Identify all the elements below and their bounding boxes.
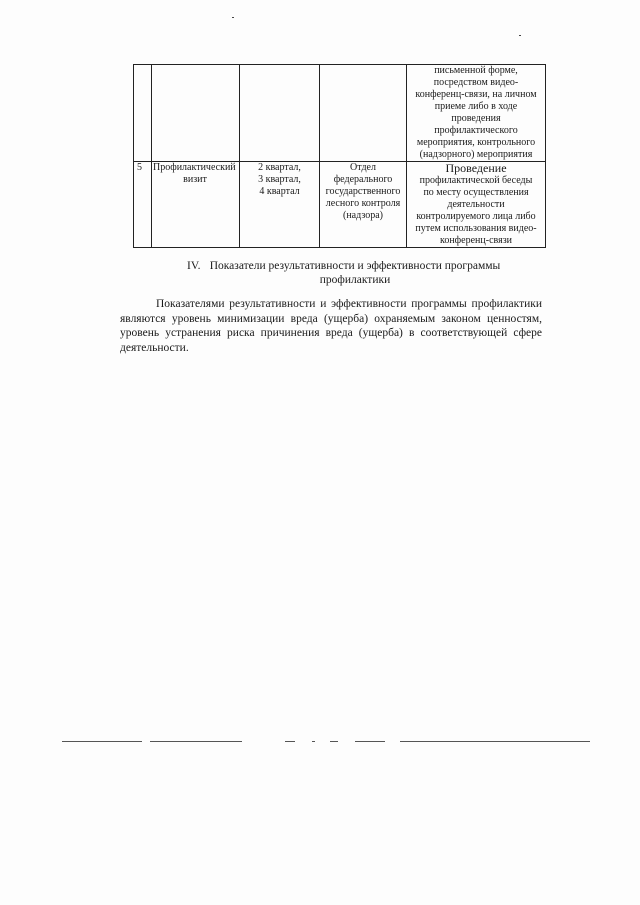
footer-rule <box>285 741 295 742</box>
cell-measure-type <box>152 162 240 248</box>
cell-executor <box>320 65 407 162</box>
body-paragraph <box>120 297 542 355</box>
measure-type-line-1: Профилактический <box>153 162 236 173</box>
cell-number: 5 <box>134 162 152 248</box>
prevention-measures-table <box>133 64 546 248</box>
footer-rule <box>312 741 315 742</box>
table-row <box>134 162 546 248</box>
measure-type-line-2: визит <box>183 174 207 185</box>
method-text: профилактической беседы по месту осуществления деятельности контролируемого лица либо путем использования видео- конференц-связи <box>415 175 537 246</box>
cell-period: 2 квартал, 3 квартал, 4 квартал <box>240 162 320 248</box>
cell-measure-type <box>152 65 240 162</box>
cell-method <box>407 162 546 248</box>
paragraph-text: Показателями результативности и эффективности программы профилактики являются уровень минимизации вреда (ущерба) охраняемым законом ценностям, уровень устранения риска причинения вреда (ущерба) в соответствующей сфере деятельности. <box>120 298 542 354</box>
footer-rule <box>62 741 142 742</box>
cell-method: письменной форме, посредством видео- конференц-связи, на личном приеме либо в ходе проведения профилактического мероприятия, контрольного (надзорного) мероприятия <box>407 65 546 162</box>
scan-speck <box>232 17 234 18</box>
section-heading <box>150 259 530 287</box>
method-lead: Проведение <box>445 161 507 175</box>
cell-executor: Отдел федерального государственного лесного контроля (надзора) <box>320 162 407 248</box>
section-number: IV. <box>187 260 201 272</box>
footer-rule <box>355 741 385 742</box>
footer-rule <box>150 741 242 742</box>
footer-rule <box>400 741 590 742</box>
scan-speck <box>519 35 521 36</box>
cell-number <box>134 65 152 162</box>
cell-period <box>240 65 320 162</box>
section-title: Показатели результативности и эффективности программы профилактики <box>209 260 501 286</box>
footer-rule <box>330 741 338 742</box>
table-row <box>134 65 546 162</box>
